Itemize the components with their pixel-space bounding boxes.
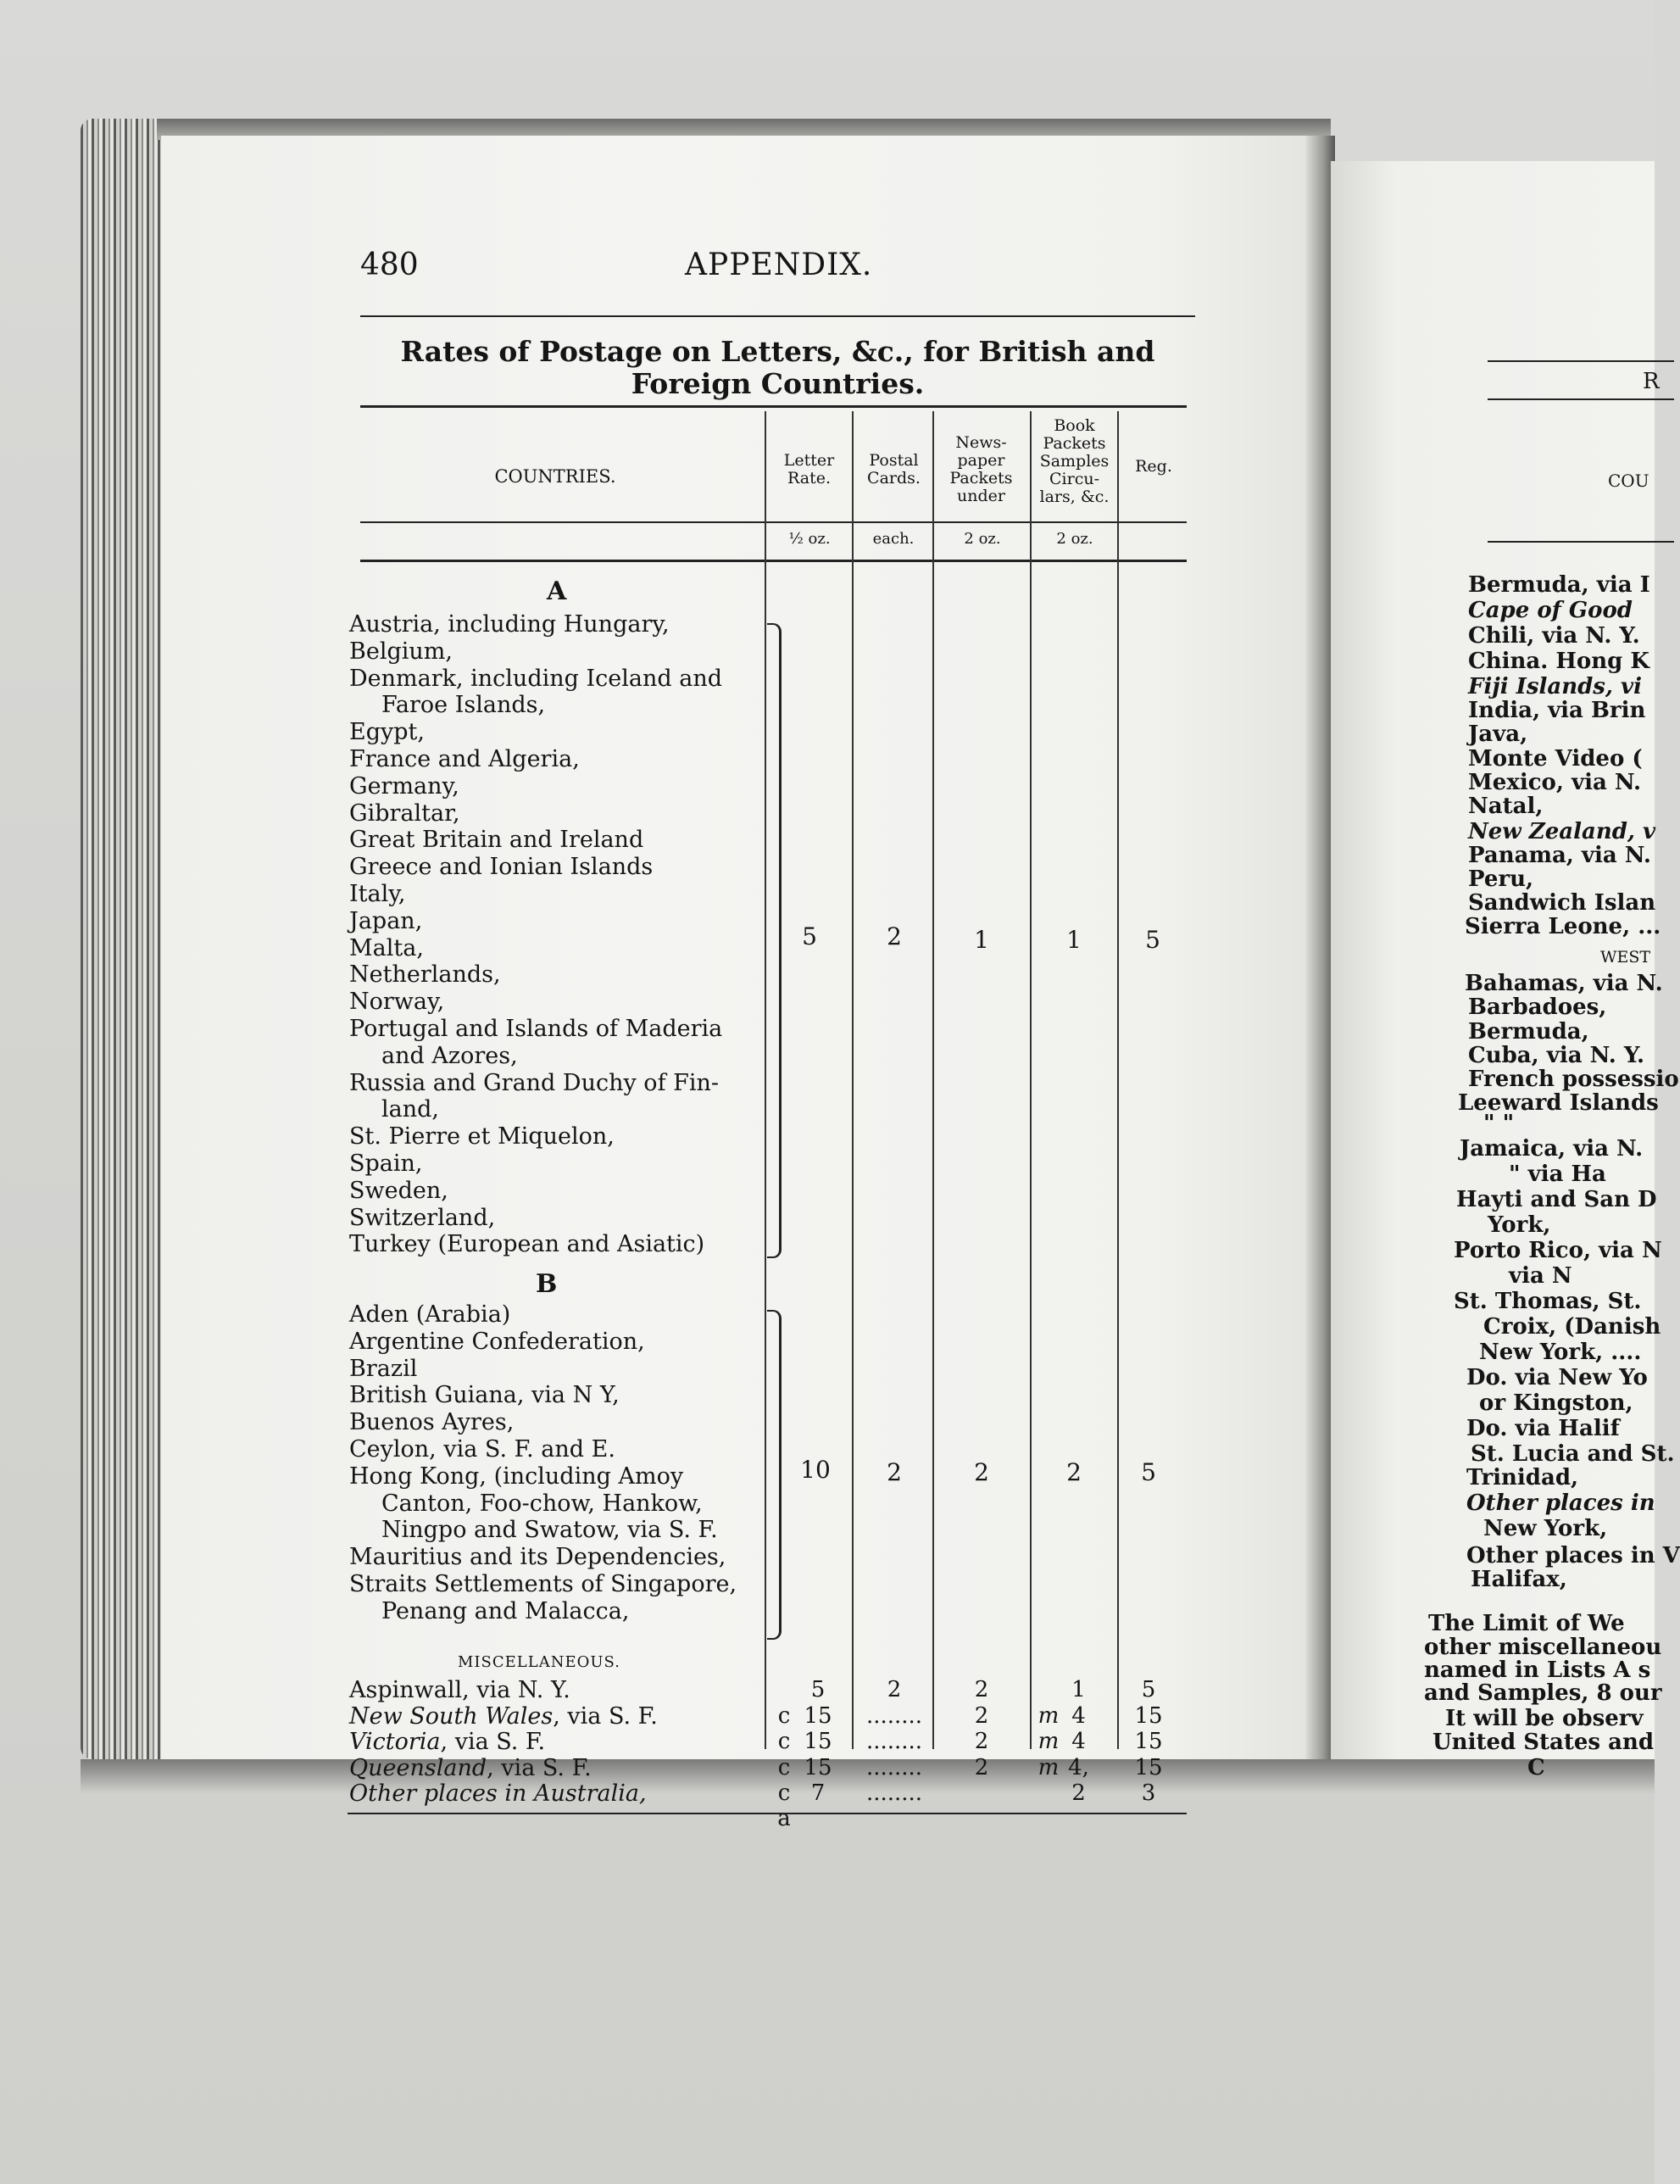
country-entry: St. Pierre et Miquelon, — [349, 1123, 615, 1150]
right-page-line: St. Lucia and St. — [1471, 1441, 1675, 1467]
country-entry: Brazil — [349, 1355, 418, 1382]
section-b-book-rate: 2 — [1066, 1458, 1082, 1486]
misc-rate-letter: 15 — [804, 1702, 832, 1729]
unit-news: 2 oz. — [964, 530, 1001, 548]
right-page-line: Monte Video ( — [1468, 746, 1643, 772]
right-page-line: Natal, — [1468, 794, 1544, 819]
country-entry: Denmark, including Iceland and — [349, 665, 723, 692]
col-header-countries: COUNTRIES. — [494, 466, 616, 487]
country-entry: Malta, — [349, 934, 424, 961]
unit-book: 2 oz. — [1056, 530, 1093, 548]
table-bottom-rule — [348, 1813, 1187, 1814]
section-a-postal-rate: 2 — [887, 922, 902, 950]
misc-rate-reg: 15 — [1134, 1754, 1163, 1780]
table-title — [360, 336, 1195, 400]
right-page-line: WEST — [1600, 948, 1651, 967]
misc-rate-book: 4 — [1071, 1702, 1086, 1729]
misc-rate-letter: 5 — [810, 1677, 826, 1702]
country-entry: and Azores, — [381, 1042, 518, 1069]
right-page-line: Sandwich Islan — [1468, 890, 1656, 916]
right-page-line: or Kingston, — [1479, 1390, 1633, 1416]
right-page-line: New York, .... — [1479, 1340, 1642, 1365]
country-entry: Switzerland, — [349, 1204, 496, 1231]
misc-rate-prefix: c — [777, 1729, 791, 1754]
right-page-line: Porto Rico, via N — [1454, 1238, 1662, 1263]
misc-country-italic: Queensland — [349, 1754, 487, 1781]
right-page-line: Peru, — [1468, 866, 1534, 892]
country-entry: Penang and Malacca, — [381, 1597, 630, 1624]
misc-country-text: Aspinwall, via N. Y. — [349, 1677, 570, 1703]
misc-heading: MISCELLANEOUS. — [458, 1653, 620, 1671]
misc-rate-bookp: m — [1037, 1702, 1060, 1729]
misc-rate-book: 4 — [1071, 1729, 1086, 1754]
header-mid-rule — [360, 521, 1187, 523]
country-entry: France and Algeria, — [349, 746, 580, 772]
section-b-news-rate: 2 — [974, 1458, 989, 1486]
country-entry: Germany, — [349, 772, 459, 800]
col-header-postal: Postal Cards. — [867, 451, 921, 488]
misc-rate-letter: 7 — [810, 1780, 826, 1806]
country-entry: Sweden, — [349, 1177, 448, 1204]
col-header-book: Book Packets Samples Circu-lars, &c. — [1039, 416, 1110, 506]
misc-rate-reg: 5 — [1141, 1677, 1156, 1702]
country-entry: Norway, — [349, 989, 445, 1016]
misc-rate-book: 2 — [1071, 1780, 1086, 1806]
country-entry: Russia and Grand Duchy of Fin- — [349, 1069, 720, 1096]
misc-rate-news: 2 — [974, 1702, 989, 1729]
right-page-line: " via Ha — [1509, 1162, 1606, 1187]
country-entry: Hong Kong, (including Amoy — [349, 1462, 684, 1490]
title-line-2: Foreign Countries. — [631, 367, 925, 400]
misc-rate-postal: ........ — [865, 1780, 923, 1806]
country-entry: Portugal and Islands of Maderia — [349, 1016, 723, 1042]
country-entry: Argentine Confederation, — [349, 1328, 645, 1355]
running-head: APPENDIX. — [685, 248, 873, 282]
section-a-letter-rate: 5 — [802, 922, 817, 950]
country-entry: Straits Settlements of Singapore, — [349, 1571, 737, 1597]
right-page-line: India, via Brin — [1468, 698, 1646, 723]
misc-rate-prefix: c a — [777, 1780, 791, 1831]
section-a-brace — [767, 623, 782, 1258]
right-page-letter: R — [1643, 369, 1660, 394]
right-page-line: Do. via New Yo — [1466, 1365, 1648, 1390]
right-page-line: Halifax, — [1471, 1567, 1567, 1592]
right-page-line: New York, — [1483, 1516, 1608, 1541]
col-header-reg: Reg. — [1135, 457, 1172, 476]
col-divider-1 — [765, 411, 766, 1749]
misc-rate-news: 2 — [974, 1677, 989, 1702]
misc-country — [349, 1703, 658, 1730]
right-page-line: China. Hong K — [1468, 649, 1649, 674]
country-entry: land, — [381, 1096, 439, 1123]
right-page-line: St. Thomas, St. — [1454, 1289, 1642, 1314]
misc-rate-book: 1 — [1071, 1677, 1086, 1702]
misc-rate-postal: ........ — [865, 1754, 923, 1780]
misc-rate-bookp: m — [1037, 1754, 1060, 1780]
misc-country-text: , via S. F. — [440, 1729, 546, 1755]
right-page-line: York, — [1488, 1212, 1551, 1238]
book-page-edges — [81, 119, 165, 1759]
misc-country-text: , via S. F. — [487, 1754, 592, 1781]
col-divider-4 — [1030, 411, 1032, 1749]
section-b-reg-rate: 5 — [1141, 1458, 1156, 1486]
col-header-news: News-paper Packets under — [949, 433, 1013, 505]
right-title-rule — [1488, 360, 1674, 362]
misc-rate-postal: ........ — [865, 1729, 923, 1754]
country-entry: Austria, including Hungary, — [349, 611, 670, 638]
misc-rate-reg: 15 — [1134, 1729, 1163, 1754]
header-rule — [360, 315, 1195, 317]
title-line-1: Rates of Postage on Letters, &c., for British and — [400, 335, 1155, 368]
right-page-line: Mexico, via N. — [1468, 770, 1642, 795]
country-entry: Canton, Foo-chow, Hankow, — [381, 1490, 703, 1517]
country-entry: Turkey (European and Asiatic) — [349, 1231, 705, 1258]
right-page-line: " " — [1483, 1111, 1515, 1136]
right-page-line: Barbadoes, — [1468, 994, 1607, 1020]
country-entry: Egypt, — [349, 719, 425, 746]
country-entry: Italy, — [349, 881, 406, 907]
country-entry: Aden (Arabia) — [349, 1301, 511, 1328]
section-b-letter: B — [536, 1269, 558, 1299]
country-entry: Faroe Islands, — [381, 692, 546, 719]
right-page-line: Java, — [1468, 722, 1528, 747]
right-page-heading: COU — [1608, 471, 1649, 491]
right-page-line: Other places in — [1466, 1490, 1655, 1516]
misc-country — [349, 1780, 647, 1808]
country-entry: Gibraltar, — [349, 800, 460, 827]
right-page-line: Other places in V — [1466, 1543, 1680, 1568]
right-page-line: Jamaica, via N. — [1460, 1136, 1644, 1162]
country-entry: Netherlands, — [349, 961, 501, 989]
country-entry: Belgium, — [349, 638, 453, 665]
misc-country — [349, 1729, 545, 1756]
right-page-line: United States and — [1432, 1730, 1655, 1755]
right-page-line: New Zealand, v — [1468, 819, 1656, 844]
section-a-letter: A — [547, 577, 567, 606]
right-page-line: Cuba, via N. Y. — [1468, 1043, 1645, 1068]
misc-rate-reg: 3 — [1141, 1780, 1156, 1806]
page-number: 480 — [360, 248, 419, 282]
misc-rate-letter: 15 — [804, 1729, 832, 1754]
right-page-line: named in Lists A s — [1424, 1658, 1651, 1683]
right-page-line: Panama, via N. — [1468, 843, 1651, 868]
country-entry: Buenos Ayres, — [349, 1409, 515, 1436]
col-header-letter: Letter Rate. — [783, 451, 835, 488]
country-entry: British Guiana, via N Y, — [349, 1382, 620, 1409]
country-entry: Greece and Ionian Islands — [349, 854, 654, 881]
header-bottom-rule — [360, 560, 1187, 562]
country-entry: Great Britain and Ireland — [349, 827, 644, 854]
section-a-book-rate: 1 — [1066, 926, 1082, 954]
misc-country — [349, 1755, 592, 1782]
misc-rate-postal: ........ — [865, 1702, 923, 1729]
right-page-line: other miscellaneou — [1424, 1635, 1662, 1660]
country-entry: Mauritius and its Dependencies, — [349, 1544, 726, 1571]
section-a-reg-rate: 5 — [1145, 926, 1160, 954]
right-page-line: It will be observ — [1445, 1706, 1644, 1731]
misc-rate-postal: 2 — [887, 1677, 902, 1702]
col-divider-2 — [852, 411, 854, 1749]
unit-letter: ½ oz. — [788, 530, 831, 548]
right-page-line: Fiji Islands, vi — [1468, 674, 1643, 699]
right-page-line: via N — [1509, 1263, 1572, 1289]
misc-country-italic: Other places in Australia, — [349, 1780, 647, 1807]
right-page-line: The Limit of We — [1428, 1611, 1625, 1636]
right-page-line: Cape of Good — [1468, 598, 1633, 623]
right-page-line: Do. via Halif — [1466, 1416, 1620, 1441]
right-page-line: Trinidad, — [1466, 1465, 1579, 1490]
col-divider-3 — [932, 411, 934, 1749]
right-page-line: Bermuda, — [1468, 1019, 1589, 1045]
right-page-line: Croix, (Danish — [1483, 1314, 1661, 1340]
country-entry: Japan, — [349, 907, 423, 934]
right-page-line: French possessio — [1468, 1067, 1679, 1092]
right-page-line: Bermuda, via I — [1468, 572, 1650, 598]
right-page-line: Bahamas, via N. — [1465, 971, 1663, 996]
section-b-postal-rate: 2 — [887, 1458, 902, 1486]
table-top-rule — [360, 405, 1187, 408]
misc-rate-reg: 15 — [1134, 1702, 1163, 1729]
misc-country-italic: New South Wales — [349, 1702, 554, 1730]
right-page-line: and Samples, 8 our — [1424, 1680, 1662, 1706]
misc-rate-news: 2 — [974, 1729, 989, 1754]
col-divider-5 — [1117, 411, 1119, 1749]
misc-rate-letter: 15 — [804, 1754, 832, 1780]
right-page-line: Leeward Islands — [1458, 1090, 1659, 1116]
misc-rate-news: 2 — [974, 1754, 989, 1780]
right-header-bottom-rule — [1488, 541, 1674, 543]
section-b-letter-rate: 10 — [800, 1456, 831, 1484]
misc-country — [349, 1677, 570, 1704]
misc-rate-prefix: c — [777, 1702, 791, 1729]
misc-country-italic: Victoria — [349, 1729, 441, 1755]
country-entry: Spain, — [349, 1150, 423, 1177]
country-entry: Ningpo and Swatow, via S. F. — [381, 1517, 718, 1544]
right-page-line: Sierra Leone, ... — [1465, 914, 1661, 939]
right-page-line: Chili, via N. Y. — [1468, 623, 1640, 649]
misc-rate-book: 4, — [1068, 1754, 1089, 1780]
right-header-rule — [1488, 398, 1674, 400]
misc-rate-bookp: m — [1037, 1729, 1060, 1754]
right-page-line: C — [1527, 1755, 1545, 1780]
country-entry: Ceylon, via S. F. and E. — [349, 1436, 615, 1462]
unit-postal: each. — [872, 530, 915, 548]
section-a-news-rate: 1 — [974, 926, 989, 954]
right-page-line: Hayti and San D — [1456, 1187, 1657, 1212]
section-b-brace — [767, 1310, 782, 1640]
right-page — [1331, 161, 1680, 1780]
misc-rate-prefix: c — [777, 1754, 791, 1780]
misc-country-text: , via S. F. — [553, 1702, 658, 1730]
